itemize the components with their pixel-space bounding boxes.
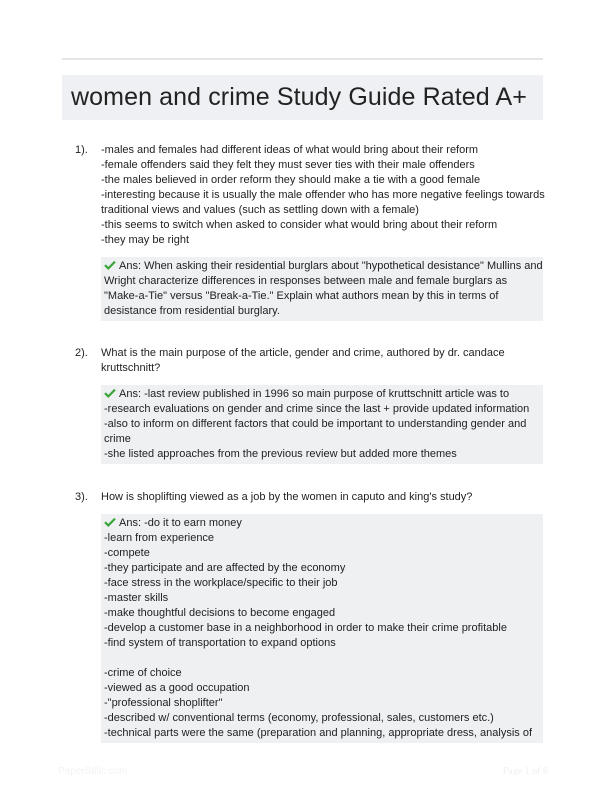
answer-line: -technical parts were the same (preparation and planning, appropriate dress, analysis of <box>104 727 533 739</box>
answer-line: Wright characterize differences in responses between male and female burglars as <box>104 275 508 287</box>
answer-line: -described w/ conventional terms (economy, professional, sales, customers etc.) <box>104 712 494 724</box>
answer-box <box>101 257 543 321</box>
answer-line: desistance from residential burglary. <box>104 305 280 317</box>
question-line: -interesting because it is usually the male offender who has more negative feelings towards <box>101 189 545 201</box>
answer-line: Ans: -do it to earn money <box>119 517 242 529</box>
question-text <box>101 490 543 505</box>
answer-line: -research evaluations on gender and crime since the last + provide updated information <box>104 403 530 415</box>
page-number: Page 1 of 6 <box>502 766 548 777</box>
answer-line: Ans: -last review published in 1996 so main purpose of kruttschnitt article was to <box>119 388 510 400</box>
question-line: -the males believed in order reform they should make a tie with a good female <box>101 174 481 186</box>
answer-spacer <box>104 651 539 666</box>
question-line: kruttschnitt? <box>101 362 161 374</box>
question-number: 1). <box>75 144 88 156</box>
question-2 <box>62 346 543 464</box>
answer-line: -also to inform on different factors that could be important to understanding gender and <box>104 418 527 430</box>
check-icon <box>104 517 116 527</box>
answer-line: Ans: When asking their residential burglars about "hypothetical desistance" Mullins and <box>119 260 543 272</box>
answer-line: -face stress in the workplace/specific to their job <box>104 577 338 589</box>
question-line: -they may be right <box>101 234 190 246</box>
answer-line: -compete <box>104 547 150 559</box>
question-number: 3). <box>75 491 88 503</box>
check-icon <box>104 388 116 398</box>
answer-line: -make thoughtful decisions to become engaged <box>104 607 336 619</box>
question-line: -males and females had different ideas of what would bring about their reform <box>101 144 479 156</box>
page-title: women and crime Study Guide Rated A+ <box>71 83 527 111</box>
question-3 <box>62 490 543 743</box>
answer-line: -"professional shoplifter" <box>104 697 223 709</box>
answer-line: -learn from experience <box>104 532 215 544</box>
answer-box <box>101 514 543 743</box>
answer-line: -find system of transportation to expand options <box>104 637 336 649</box>
top-rule <box>62 58 543 60</box>
answer-line: crime <box>104 433 131 445</box>
question-line: -female offenders said they felt they must sever ties with their male offenders <box>101 159 475 171</box>
answer-line: -she listed approaches from the previous review but added more themes <box>104 448 457 460</box>
question-line: -this seems to switch when asked to consider what would bring about their reform <box>101 219 498 231</box>
answer-line: -they participate and are affected by the economy <box>104 562 346 574</box>
question-text <box>101 143 543 248</box>
check-icon <box>104 260 116 270</box>
title-banner <box>62 75 543 120</box>
answer-line: -crime of choice <box>104 667 182 679</box>
answer-line: -master skills <box>104 592 169 604</box>
question-text <box>101 346 543 376</box>
answer-box <box>101 385 543 464</box>
question-line: What is the main purpose of the article, gender and crime, authored by dr. candace <box>101 347 505 359</box>
question-line: How is shoplifting viewed as a job by the women in caputo and king's study? <box>101 491 473 503</box>
answer-line: -develop a customer base in a neighborhood in order to make their crime profitable <box>104 622 507 634</box>
answer-line: "Make-a-Tie" versus "Break-a-Tie." Explain what authors mean by this in terms of <box>104 290 499 302</box>
answer-line: -viewed as a good occupation <box>104 682 250 694</box>
question-number: 2). <box>75 347 88 359</box>
question-1 <box>62 143 543 321</box>
footer-watermark: PaperStillc.com <box>58 766 128 777</box>
question-line: traditional views and values (such as settling down with a female) <box>101 204 419 216</box>
